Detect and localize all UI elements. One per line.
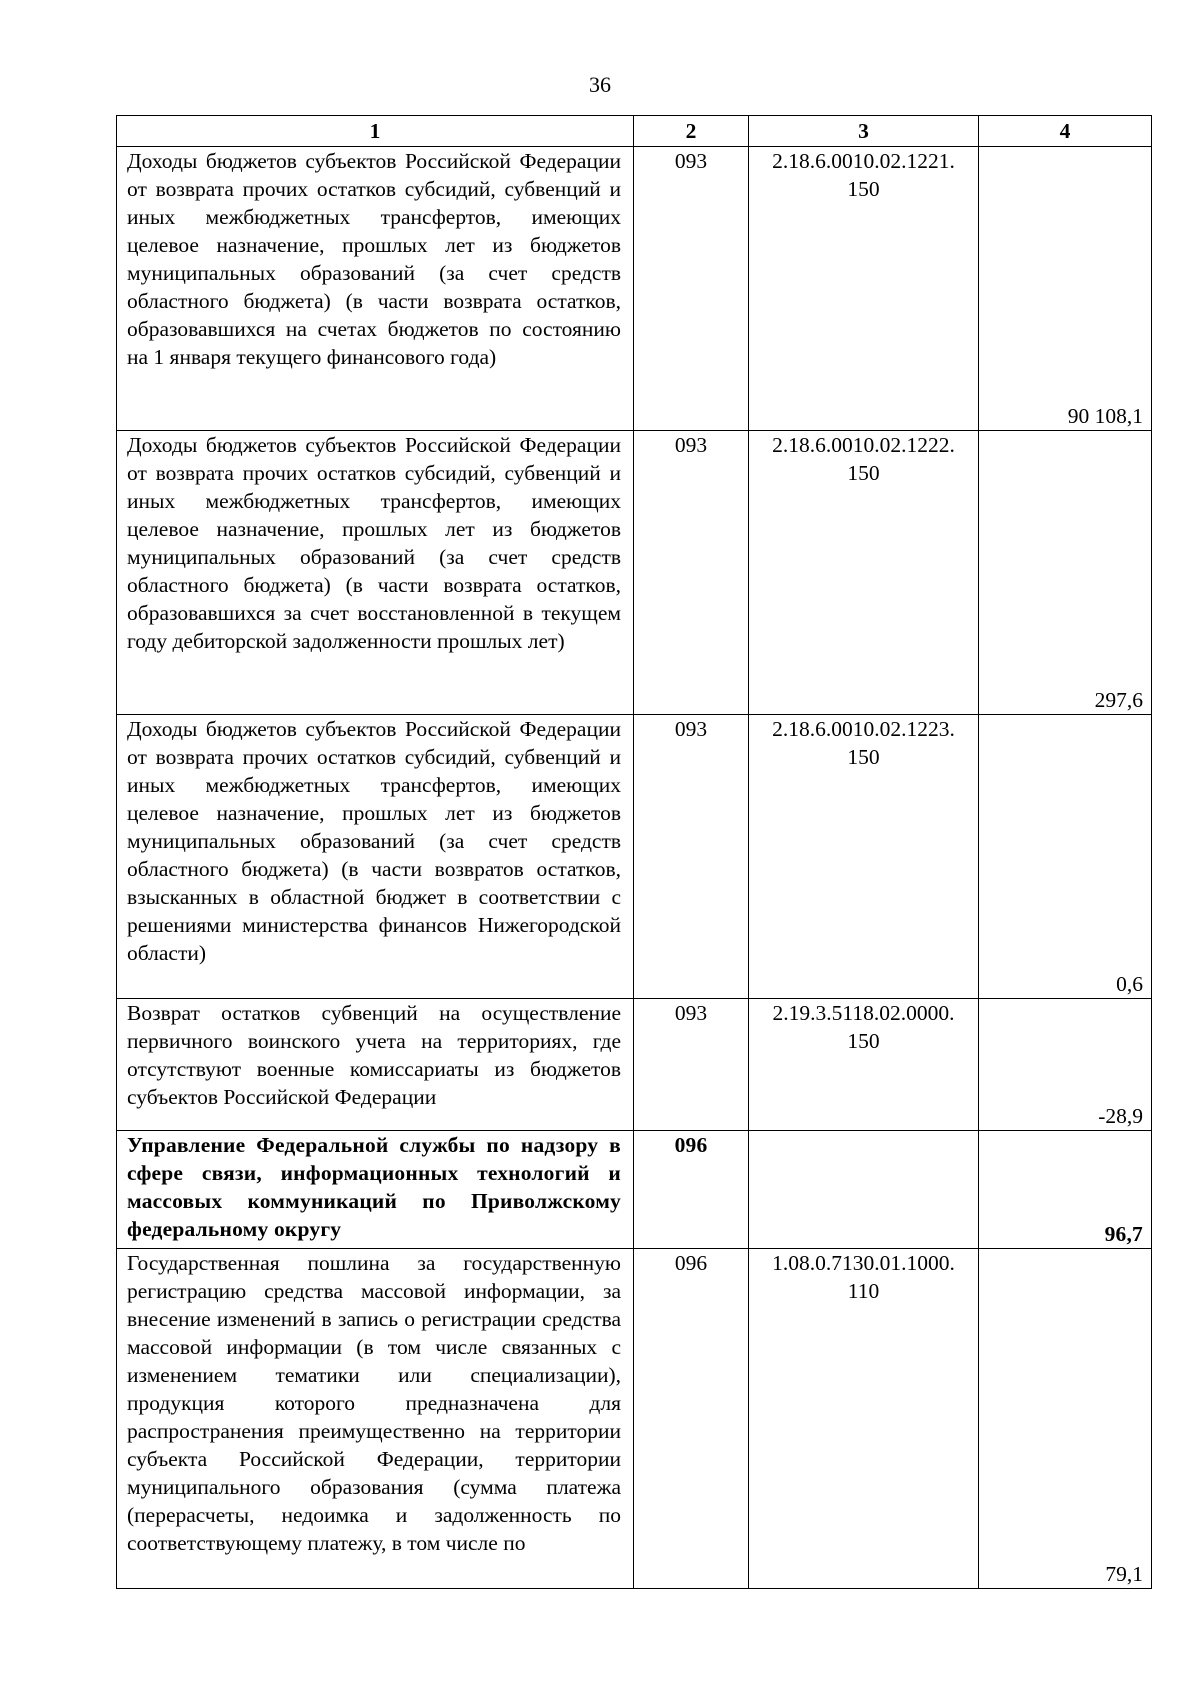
column-header: 2 (634, 116, 749, 147)
kbk-line-1: 1.08.0.7130.01.1000. (772, 1251, 955, 1275)
table-row (117, 147, 1152, 431)
budget-table (116, 115, 1152, 1589)
row-admin-code: 096 (634, 1249, 749, 1589)
row-admin-code: 096 (634, 1131, 749, 1249)
kbk-line-2: 150 (847, 1029, 880, 1053)
row-admin-code: 093 (634, 715, 749, 999)
table-row (117, 999, 1152, 1131)
row-amount: 0,6 (979, 715, 1152, 999)
row-amount: 79,1 (979, 1249, 1152, 1589)
row-amount: 96,7 (979, 1131, 1152, 1249)
row-kbk (749, 1249, 979, 1589)
kbk-line-1: 2.18.6.0010.02.1222. (772, 433, 955, 457)
column-header: 1 (117, 116, 634, 147)
row-description: Управление Федеральной службы по надзору в сфере связи, информационных технологий и массовых коммуникаций по Приволжскому федеральному округу (117, 1131, 634, 1249)
row-amount: 297,6 (979, 431, 1152, 715)
table-row (117, 715, 1152, 999)
kbk-line-2: 150 (847, 745, 880, 769)
row-description: Доходы бюджетов субъектов Российской Федерации от возврата прочих остатков субсидий, субвенций и иных межбюджетных трансфертов, имеющих целевое назначение, прошлых лет из бюджетов муниципальных образований (за счет средств областного бюджета) (в части возврата остатков, образовавшихся на счетах бюджетов по состоянию на 1 января текущего финансового года) (117, 147, 634, 431)
kbk-line-1: 2.18.6.0010.02.1221. (772, 149, 955, 173)
page-number: 36 (589, 72, 611, 97)
row-admin-code: 093 (634, 147, 749, 431)
kbk-line-2: 110 (847, 1279, 880, 1303)
row-admin-code: 093 (634, 999, 749, 1131)
row-amount: 90 108,1 (979, 147, 1152, 431)
row-description: Государственная пошлина за государственную регистрацию средства массовой информации, за внесение изменений в запись о регистрации средства массовой информации (в том числе связанных с изменением тематики или специализации), продукция которого предназначена для распространения преимущественно на территории субъекта Российской Федерации, территории муниципального образования (сумма платежа (перерасчеты, недоимка и задолженность по соответствующему платежу, в том числе по (117, 1249, 634, 1589)
row-amount: -28,9 (979, 999, 1152, 1131)
kbk-line-1: 2.18.6.0010.02.1223. (772, 717, 955, 741)
row-admin-code: 093 (634, 431, 749, 715)
row-kbk (749, 1131, 979, 1249)
table-row (117, 431, 1152, 715)
kbk-line-2: 150 (847, 177, 880, 201)
column-header: 3 (749, 116, 979, 147)
row-description: Доходы бюджетов субъектов Российской Федерации от возврата прочих остатков субсидий, субвенций и иных межбюджетных трансфертов, имеющих целевое назначение, прошлых лет из бюджетов муниципальных образований (за счет средств областного бюджета) (в части возвратов остатков, взысканных в областной бюджет в соответствии с решениями министерства финансов Нижегородской области) (117, 715, 634, 999)
row-kbk (749, 147, 979, 431)
row-kbk (749, 431, 979, 715)
row-kbk (749, 715, 979, 999)
row-kbk (749, 999, 979, 1131)
table-header-row (117, 116, 1152, 147)
row-description: Возврат остатков субвенций на осуществление первичного воинского учета на территориях, где отсутствуют военные комиссариаты из бюджетов субъектов Российской Федерации (117, 999, 634, 1131)
row-description: Доходы бюджетов субъектов Российской Федерации от возврата прочих остатков субсидий, субвенций и иных межбюджетных трансфертов, имеющих целевое назначение, прошлых лет из бюджетов муниципальных образований (за счет средств областного бюджета) (в части возврата остатков, образовавшихся за счет восстановленной в текущем году дебиторской задолженности прошлых лет) (117, 431, 634, 715)
kbk-line-1: 2.19.3.5118.02.0000. (772, 1001, 955, 1025)
table-row (117, 1131, 1152, 1249)
kbk-line-2: 150 (847, 461, 880, 485)
table-row (117, 1249, 1152, 1589)
column-header: 4 (979, 116, 1152, 147)
